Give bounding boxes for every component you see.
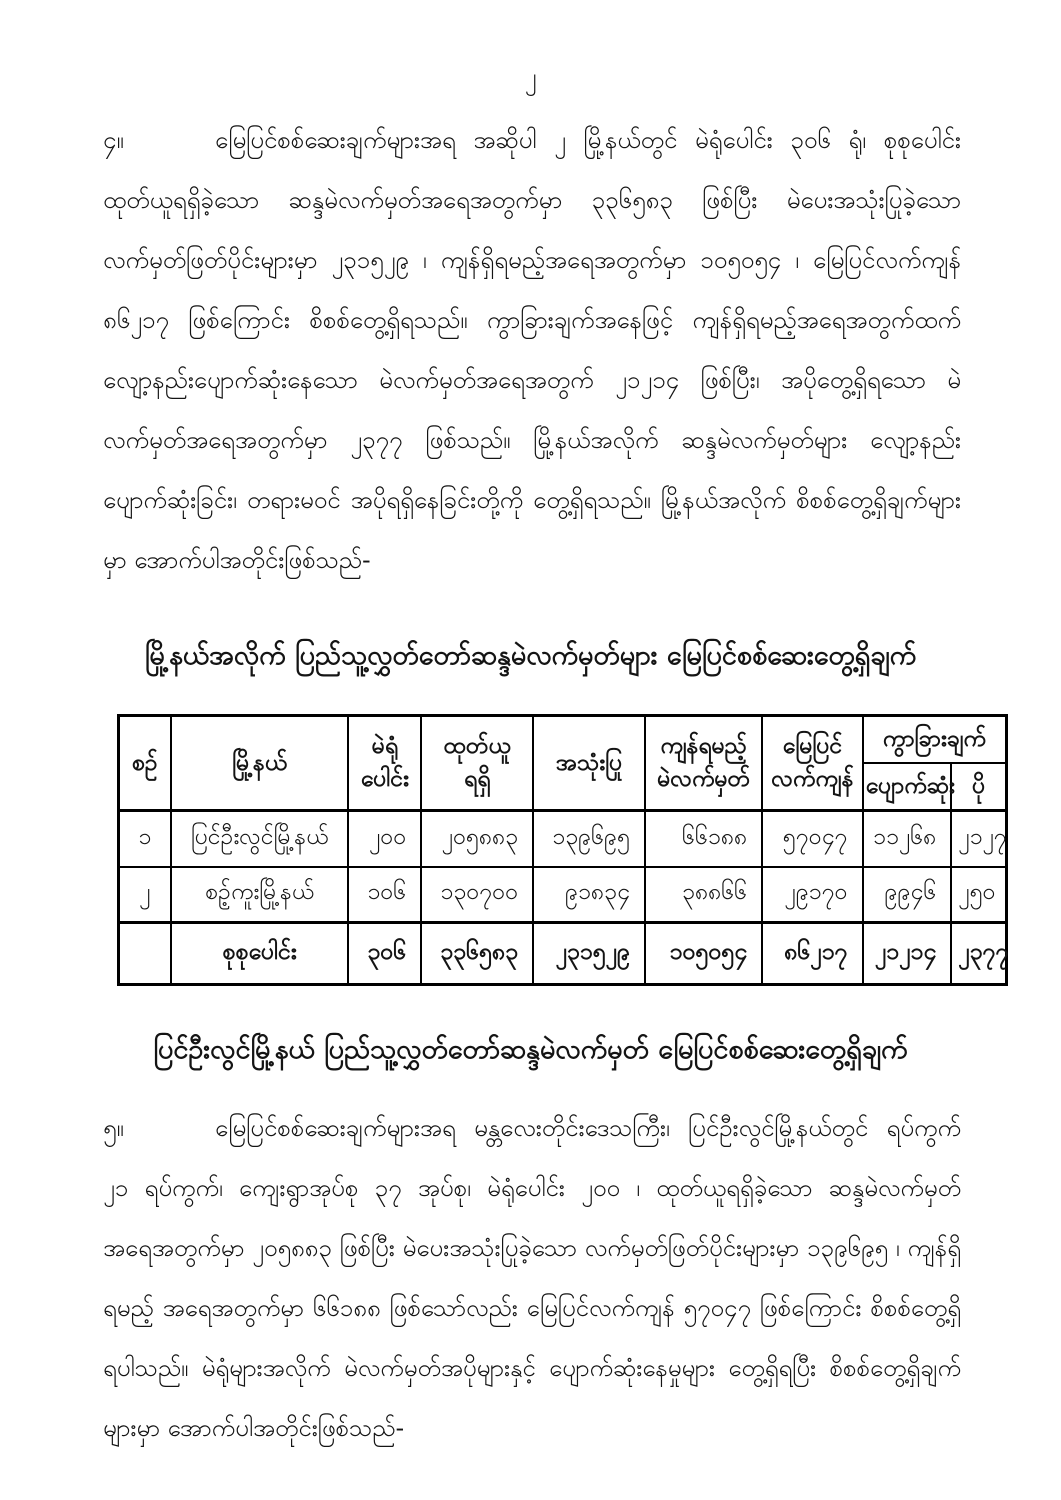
cell-issued: ၂၀၅၈၈၃ <box>421 811 533 867</box>
cell-extra: ၂၁၂၇ <box>951 811 1006 867</box>
cell-used: ၉၁၈၃၄ <box>533 867 645 923</box>
total-used: ၂၃၁၅၂၉ <box>533 923 645 985</box>
cell-missing: ၉၉၄၆ <box>863 867 952 923</box>
paragraph-4 <box>103 110 961 590</box>
section-2-title: ပြင်ဦးလွင်မြို့နယ် ပြည်သူ့လွှတ်တော်ဆန္ဒမဲလက်မှတ် မြေပြင်စစ်ဆေးတွေ့ရှိချက် <box>153 1034 908 1065</box>
total-label: စုစုပေါင်း <box>171 923 349 985</box>
total-remaining: ၁၀၅၀၅၄ <box>645 923 762 985</box>
cell-remaining: ၆၆၁၈၈ <box>645 811 762 867</box>
paragraph-5 <box>103 1098 961 1458</box>
header-missing: ပျောက်ဆုံး <box>863 763 952 811</box>
cell-polling: ၁၀၆ <box>348 867 421 923</box>
total-issued: ၃၃၆၅၈၃ <box>421 923 533 985</box>
cell-no: ၂ <box>119 867 171 923</box>
total-polling: ၃၀၆ <box>348 923 421 985</box>
table-row <box>119 867 1007 923</box>
cell-missing: ၁၁၂၆၈ <box>863 811 952 867</box>
cell-township: ပြင်ဦးလွင်မြို့နယ် <box>171 811 349 867</box>
cell-ground: ၅၇၀၄၇ <box>762 811 862 867</box>
page-number: ၂ <box>524 63 537 91</box>
table-total-row <box>119 923 1007 985</box>
table-header <box>119 716 1007 811</box>
cell-issued: ၁၃၀၇၀၀ <box>421 867 533 923</box>
cell-ground: ၂၉၁၇၀ <box>762 867 862 923</box>
table-row <box>119 811 1007 867</box>
cell-no: ၁ <box>119 811 171 867</box>
header-remaining: ကျန်ရမည့် မဲလက်မှတ် <box>645 716 762 811</box>
header-polling-stations: မဲရုံ ပေါင်း <box>348 716 421 811</box>
table-title: မြို့နယ်အလိုက် ပြည်သူ့လွှတ်တော်ဆန္ဒမဲလက်မှတ်များ မြေပြင်စစ်ဆေးတွေ့ရှိချက် <box>144 640 917 671</box>
cell-no-empty <box>119 923 171 985</box>
header-difference: ကွာခြားချက် <box>863 716 1007 764</box>
paragraph-5-text: မြေပြင်စစ်ဆေးချက်များအရ မန္တလေးတိုင်းဒေသကြီး၊ ပြင်ဦးလွင်မြို့နယ်တွင် ရပ်ကွက် ၂၁ ရပ်ကွက်၊ ကျေးရွာအုပ်စု ၃၇ အုပ်စု၊ မဲရုံပေါင်း ၂၀၀ ၊ ထုတ်ယူရရှိခဲ့သော ဆန္ဒမဲလက်မှတ် အရေအတွက်မှာ ၂၀၅၈၈၃ ဖြစ်ပြီး မဲပေးအသုံးပြုခဲ့သော လက်မှတ်ဖြတ်ပိုင်းများမှာ ၁၃၉၆၉၅ ၊ ကျန်ရှိရမည့် အရေအတွက်မှာ ၆၆၁၈၈ ဖြစ်သော်လည်း မြေပြင်လက်ကျန် ၅၇၀၄၇ ဖြစ်ကြောင်း စိစစ်တွေ့ရှိရပါသည်။ မဲရုံများအလိုက် မဲလက်မှတ်အပိုများနှင့် ပျောက်ဆုံးနေမှုများ တွေ့ရှိရပြီး စိစစ်တွေ့ရှိချက်များမှာ အောက်ပါအတိုင်းဖြစ်သည်- <box>103 1114 961 1442</box>
total-ground: ၈၆၂၁၇ <box>762 923 862 985</box>
header-ground-balance: မြေပြင် လက်ကျန် <box>762 716 862 811</box>
header-issued: ထုတ်ယူ ရရှိ <box>421 716 533 811</box>
header-extra: ပို <box>951 763 1006 811</box>
total-extra: ၂၃၇၇ <box>951 923 1006 985</box>
township-results-table <box>117 714 1008 986</box>
cell-used: ၁၃၉၆၉၅ <box>533 811 645 867</box>
total-missing: ၂၁၂၁၄ <box>863 923 952 985</box>
cell-remaining: ၃၈၈၆၆ <box>645 867 762 923</box>
cell-polling: ၂၀၀ <box>348 811 421 867</box>
header-used: အသုံးပြု <box>533 716 645 811</box>
header-township: မြို့နယ် <box>171 716 349 811</box>
paragraph-4-text: မြေပြင်စစ်ဆေးချက်များအရ အဆိုပါ ၂ မြို့နယ်တွင် မဲရုံပေါင်း ၃၀၆ ရုံ၊ စုစုပေါင်း ထုတ်ယူရရှိခဲ့သော ဆန္ဒမဲလက်မှတ်အရေအတွက်မှာ ၃၃၆၅၈၃ ဖြစ်ပြီး မဲပေးအသုံးပြုခဲ့သော လက်မှတ်ဖြတ်ပိုင်းများမှာ ၂၃၁၅၂၉ ၊ ကျန်ရှိရမည့်အရေအတွက်မှာ ၁၀၅၀၅၄ ၊ မြေပြင်လက်ကျန် ၈၆၂၁၇ ဖြစ်ကြောင်း စိစစ်တွေ့ရှိရသည်။ ကွာခြားချက်အနေဖြင့် ကျန်ရှိရမည့်အရေအတွက်ထက် လျော့နည်းပျောက်ဆုံးနေသော မဲလက်မှတ်အရေအတွက် ၂၁၂၁၄ ဖြစ်ပြီး၊ အပိုတွေ့ရှိရသော မဲလက်မှတ်အရေအတွက်မှာ ၂၃၇၇ ဖြစ်သည်။ မြို့နယ်အလိုက် ဆန္ဒမဲလက်မှတ်များ လျော့နည်းပျောက်ဆုံးခြင်း၊ တရားမဝင် အပိုရရှိနေခြင်းတို့ကို တွေ့ရှိရသည်။ မြို့နယ်အလိုက် စိစစ်တွေ့ရှိချက်များမှာ အောက်ပါအတိုင်းဖြစ်သည်- <box>103 126 961 574</box>
cell-extra: ၂၅၀ <box>951 867 1006 923</box>
header-no: စဉ် <box>119 716 171 811</box>
paragraph-4-number: ၄။ <box>103 126 124 154</box>
cell-township: စဉ့်ကူးမြို့နယ် <box>171 867 349 923</box>
paragraph-5-number: ၅။ <box>103 1114 124 1142</box>
